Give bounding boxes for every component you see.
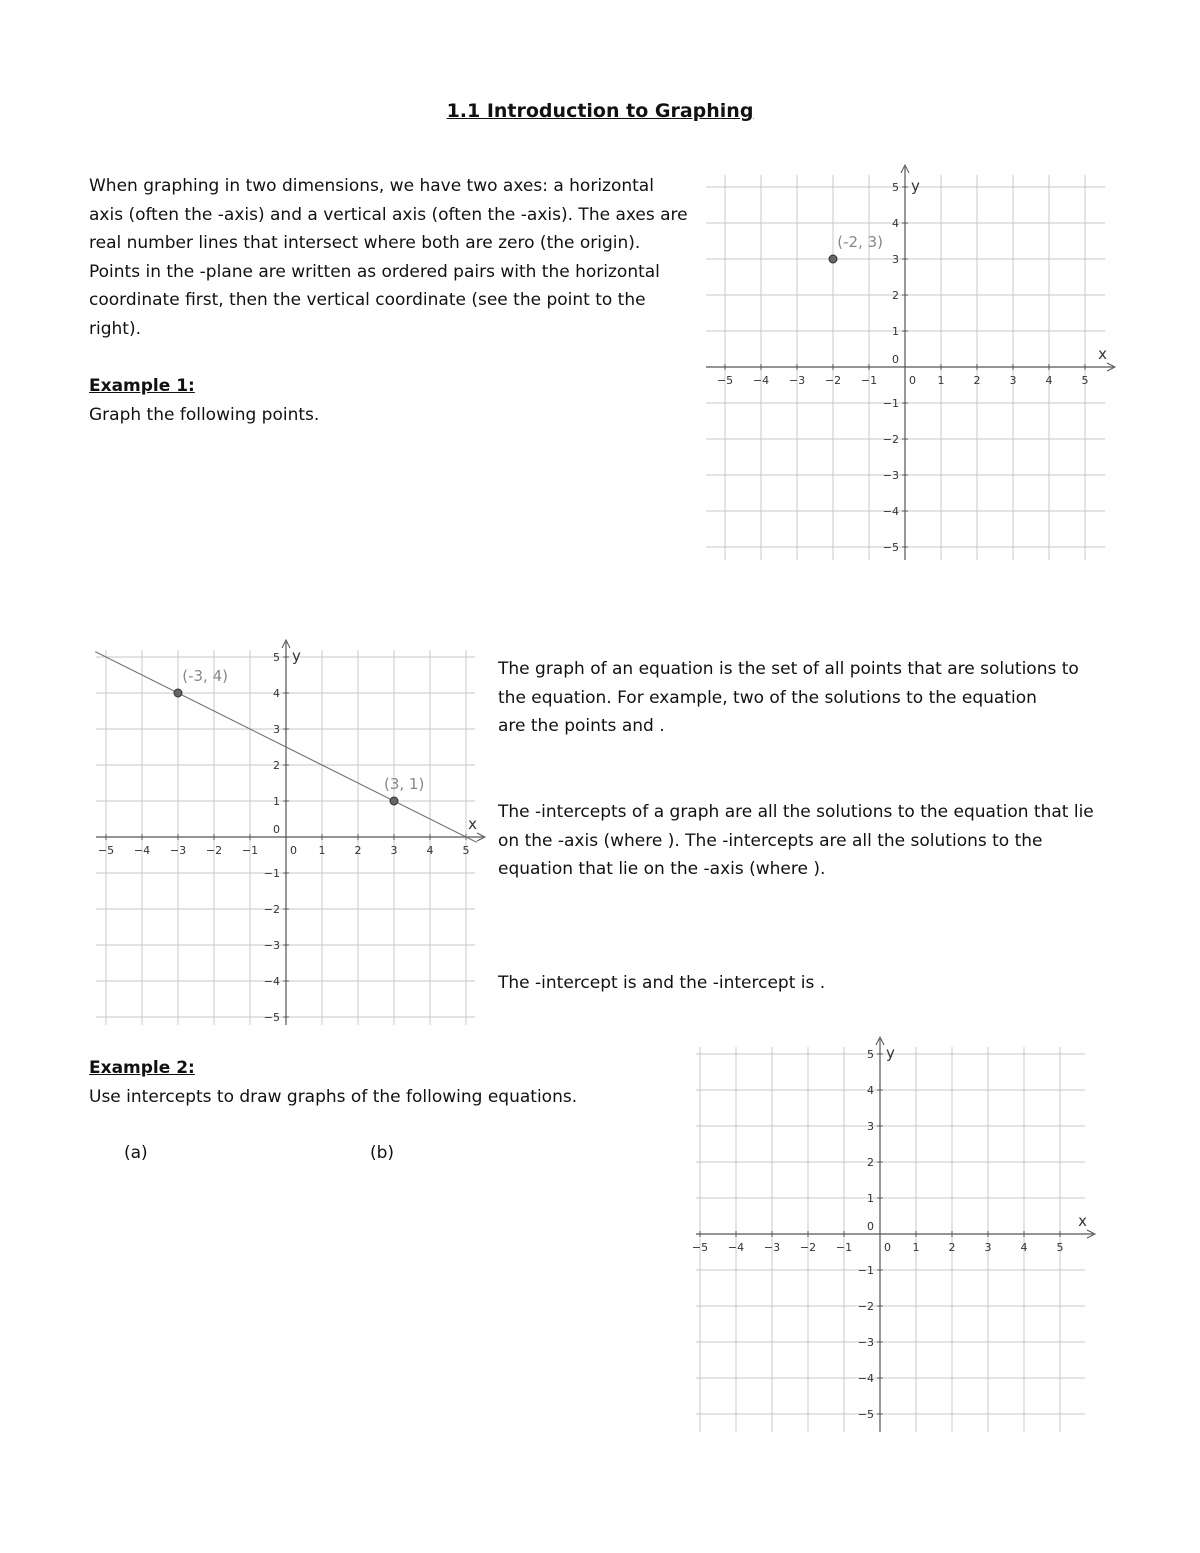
y-tick-label: −2 xyxy=(857,1300,874,1313)
equation-line: the equation. For example, two of the solutions to the equation xyxy=(498,687,1037,708)
x-tick-label: −1 xyxy=(860,374,878,387)
y-tick-label: 0 xyxy=(273,823,280,836)
y-tick-label: −4 xyxy=(857,1372,874,1385)
x-axis-label: x xyxy=(1078,1212,1087,1230)
example2-block xyxy=(89,1054,689,1111)
y-tick-label: −4 xyxy=(882,505,899,518)
x-tick-label: 1 xyxy=(937,374,945,387)
y-tick-label: 1 xyxy=(867,1192,874,1205)
x-tick-label: −4 xyxy=(133,844,151,857)
x-tick-label: −4 xyxy=(752,374,770,387)
x-tick-label: 4 xyxy=(1020,1241,1028,1254)
x-axis-label: x xyxy=(468,815,477,833)
x-tick-label: 0 xyxy=(290,844,297,857)
x-tick-label: −3 xyxy=(169,844,187,857)
y-tick-label: 2 xyxy=(892,289,899,302)
x-tick-label: 4 xyxy=(426,844,434,857)
grid-lines xyxy=(696,1047,1085,1432)
intercepts-paragraph xyxy=(498,798,1138,884)
x-tick-label: −2 xyxy=(824,374,842,387)
coordinate-graph-point xyxy=(700,160,1120,565)
x-tick-label: 2 xyxy=(354,844,362,857)
coordinate-graph-line xyxy=(90,635,490,1030)
intro-paragraph xyxy=(89,172,699,344)
y-tick-label: 4 xyxy=(867,1084,874,1097)
intro-line: axis (often the -axis) and a vertical axis (often the -axis). The axes are xyxy=(89,204,688,225)
x-tick-label: 4 xyxy=(1045,374,1053,387)
intro-line: coordinate first, then the vertical coordinate (see the point to the xyxy=(89,290,646,311)
y-tick-label: −3 xyxy=(882,469,899,482)
point-label: (3, 1) xyxy=(384,775,425,793)
part-b-label: (b) xyxy=(370,1143,395,1163)
y-tick-label: 5 xyxy=(273,651,280,664)
y-tick-label: 5 xyxy=(892,181,899,194)
point-label: (-3, 4) xyxy=(182,667,228,685)
intercepts-line: on the -axis (where ). The -intercepts are all the solutions to the xyxy=(498,830,1043,851)
intro-line: real number lines that intersect where both are zero (the origin). xyxy=(89,233,641,254)
example1-heading: Example 1: xyxy=(89,376,195,396)
intercepts-line: equation that lie on the -axis (where ). xyxy=(498,859,826,880)
x-tick-label: −5 xyxy=(716,374,734,387)
data-point xyxy=(829,255,837,263)
x-tick-label: −2 xyxy=(799,1241,817,1254)
y-tick-label: −1 xyxy=(882,397,899,410)
x-tick-label: −3 xyxy=(788,374,806,387)
data-point xyxy=(174,689,182,697)
y-tick-label: 4 xyxy=(273,687,280,700)
x-tick-label: 1 xyxy=(912,1241,920,1254)
intro-line: right). xyxy=(89,318,141,339)
equation-line: are the points and . xyxy=(498,716,665,737)
x-tick-label: 3 xyxy=(1009,374,1017,387)
y-tick-label: −1 xyxy=(857,1264,874,1277)
example2-instruction: Use intercepts to draw graphs of the following equations. xyxy=(89,1086,578,1107)
y-tick-label: 3 xyxy=(867,1120,874,1133)
x-tick-label: −2 xyxy=(205,844,223,857)
point-label: (-2, 3) xyxy=(837,233,883,251)
y-tick-label: −3 xyxy=(263,939,280,952)
intro-line: Points in the -plane are written as ordered pairs with the horizontal xyxy=(89,261,660,282)
x-tick-label: 5 xyxy=(1056,1241,1064,1254)
y-tick-label: 2 xyxy=(273,759,280,772)
data-point xyxy=(390,797,398,805)
coordinate-graph-blank xyxy=(690,1032,1100,1437)
y-tick-label: 0 xyxy=(867,1220,874,1233)
intercepts-line: The -intercepts of a graph are all the solutions to the equation that lie xyxy=(498,802,1094,822)
x-tick-label: 3 xyxy=(390,844,398,857)
y-tick-label: 3 xyxy=(892,253,899,266)
example2-heading: Example 2: xyxy=(89,1058,195,1078)
example1-block xyxy=(89,372,589,429)
example1-instruction: Graph the following points. xyxy=(89,404,320,425)
x-tick-label: 2 xyxy=(973,374,981,387)
y-tick-label: −5 xyxy=(857,1408,874,1421)
y-tick-label: −5 xyxy=(882,541,899,554)
page-title: 1.1 Introduction to Graphing xyxy=(446,100,754,122)
y-axis-label: y xyxy=(886,1044,895,1062)
y-tick-label: −5 xyxy=(263,1011,280,1024)
part-a-label: (a) xyxy=(124,1143,148,1163)
y-tick-label: −1 xyxy=(263,867,280,880)
x-tick-label: −4 xyxy=(727,1241,745,1254)
x-tick-label: −5 xyxy=(97,844,115,857)
x-tick-label: −5 xyxy=(691,1241,709,1254)
equation-paragraph xyxy=(498,655,1138,741)
x-tick-label: 3 xyxy=(984,1241,992,1254)
y-axis-label: y xyxy=(911,177,920,195)
x-axis-label: x xyxy=(1098,345,1107,363)
x-tick-label: 0 xyxy=(909,374,916,387)
y-tick-label: −4 xyxy=(263,975,280,988)
x-tick-label: 2 xyxy=(948,1241,956,1254)
x-tick-label: 5 xyxy=(462,844,470,857)
y-tick-label: 5 xyxy=(867,1048,874,1061)
x-tick-label: 0 xyxy=(884,1241,891,1254)
equation-line: The graph of an equation is the set of all points that are solutions to xyxy=(498,659,1079,679)
x-tick-label: −1 xyxy=(835,1241,853,1254)
x-tick-label: 1 xyxy=(318,844,326,857)
y-tick-label: −2 xyxy=(263,903,280,916)
y-axis-label: y xyxy=(292,647,301,665)
y-tick-label: 0 xyxy=(892,353,899,366)
intro-line: When graphing in two dimensions, we have two axes: a horizontal xyxy=(89,176,654,196)
y-tick-label: −3 xyxy=(857,1336,874,1349)
y-tick-label: 2 xyxy=(867,1156,874,1169)
x-tick-label: −3 xyxy=(763,1241,781,1254)
y-tick-label: 1 xyxy=(892,325,899,338)
y-tick-label: 1 xyxy=(273,795,280,808)
y-tick-label: 4 xyxy=(892,217,899,230)
x-tick-label: 5 xyxy=(1081,374,1089,387)
y-tick-label: −2 xyxy=(882,433,899,446)
intercept-values-line: The -intercept is and the -intercept is . xyxy=(498,973,826,993)
x-tick-label: −1 xyxy=(241,844,259,857)
y-tick-label: 3 xyxy=(273,723,280,736)
